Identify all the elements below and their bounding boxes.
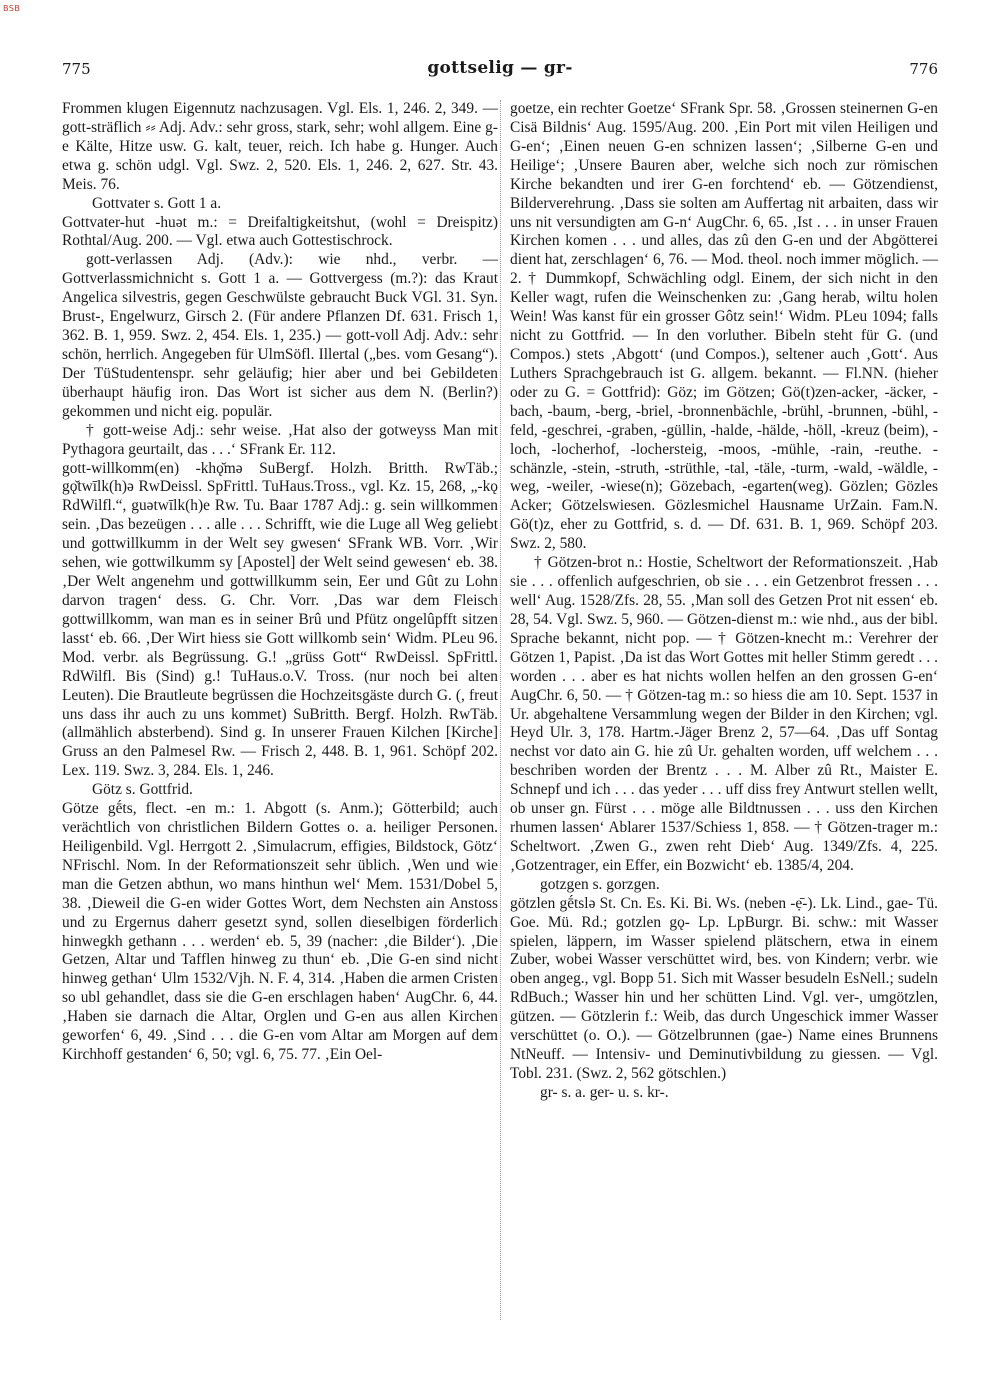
library-stamp: BSB xyxy=(3,4,21,13)
dictionary-entry: Götze gḗts, flect. -en m.: 1. Abgott (s. Anm.); Götterbild; auch verächtlich von christlichen Bildern Gottes o. a. heiliger Personen. Heiligenbild. Vgl. Herrgott 2. ‚Simulacrum, effigies, Bildstock, Götz‘ NFrischl. Nom. In der Reformationszeit sehr üblich. ‚Wen und wie man die Getzen abthun, wo mans hinthun wel‘ Mem. 1531/Dobel 5, 38. ‚Dieweil die G-en wider Gottes Wort, dem Nechsten ain Anstoss und zu Ergernus daherr gesetzt synd, sollen dieselbigen förderlich hinwegkh gethann . . . werden‘ eb. 5, 39 (nacher: ‚die Bilder‘). ‚Die Getzen, Altar und Tafflen hinweg zu thun‘ eb. ‚Die G-en sind nicht hinweg gethan‘ Ulm 1532/Vjh. N. F. 4, 314. ‚Haben die armen Cristen so ubl gehandlet, dass sie die G-en erschlagen haben‘ AugChr. 6, 44. ‚Haben sie darnach die Altar, Orglen und G-en aus allen Kirchen geworfen‘ 6, 49. ‚Sind . . . die G-en vom Altar am Morgen auf dem Kirchhoff gestanden‘ 6, 50; vgl. 6, 75. 77. ‚Ein Oel- xyxy=(62,800,498,1064)
page-number-left: 775 xyxy=(62,60,91,78)
dictionary-entry: gott-verlassen Adj. (Adv.): wie nhd., verbr. — Gottverlassmichnicht s. Gott 1 a. — Gottvergess (m.?): das Kraut Angelica silvestris, gegen Geschwülste gebraucht Buck VGl. 31. Syn. Brust-, Engelwurz, Girsch 2. (Für andere Pflanzen Df. 631. Frisch 1, 362. B. 1, 959. Swz. 2, 454. Els. 1, 235.) — gott-voll Adj. Adv.: sehr schön, herrlich. Angegeben für UlmSöfl. Illertal („bes. vom Gesang“). Der TüStudentenspr. sehr geläufig; hier aber und bei Gebildeten überhaupt häufig iron. Das Wort ist sicher aus dem N. (Berlin?) gekommen und nicht eig. populär. xyxy=(62,251,498,420)
dictionary-entry: gr- s. a. ger- u. s. kr-. xyxy=(540,1083,669,1101)
dictionary-entry: Götz s. Gottfrid. xyxy=(92,781,193,799)
dictionary-entry: Frommen klugen Eigennutz nachzusagen. Vgl. Els. 1, 246. 2, 349. — gott-sträflich ⸗⸗ Adj. Adv.: sehr gross, stark, sehr; wohl allgem. Eine g-e Kälte, Hitze usw. G. kalt, teuer, reich. Ich habe g. Hunger. Auch etwa g. schön udgl. Vgl. Swz. 2, 520. Els. 1, 246. 2, 627. Str. 43. Meis. 76. xyxy=(62,100,498,193)
page-number-right: 776 xyxy=(909,60,938,78)
left-column xyxy=(62,100,498,1065)
column-divider xyxy=(500,100,501,1320)
dictionary-entry: † Götzen-brot n.: Hostie, Scheltwort der Reformationszeit. ‚Hab sie . . . offenlich aufgeschrien, ob sie . . . ein Getzenbrot fressen . . . well‘ Aug. 1528/Zfs. 28, 55. ‚Man soll des Getzen Prot nit essen‘ eb. 28, 54. Vgl. Swz. 5, 960. — Götzen-dienst m.: wie nhd., aus der bibl. Sprache bekannt, nicht pop. — † Götzen-knecht m.: Verehrer der Götzen 1, Papist. ‚Da ist das Wort Gottes mit heller Stimm geredt . . . worden . . . aber es hat nichts wollen helfen an den grossen G-en‘ AugChr. 6, 50. — † Götzen-tag m.: so hiess die am 10. Sept. 1537 in Ur. abgehaltene Versammlung wegen der Bilder in den Kirchen; vgl. Heyd Ulr. 3, 178. Hartm.-Jäger Brenz 2, 57—64. ‚Das uff Sontag nechst vor dato ain G. hie zû Ur. gehalten worden, uff welchem . . . beschriben worden der Brentz . . . M. Alber zû Rt., Maister E. Schnepf und ich . . . das yeder . . . uff diss frey Antwurt stellen wellt, ob unser gn. Fürst . . . möge alle Bildtnussen . . . uss den Kirchen rhumen lassen‘ Ablarer 1537/Schiess 1, 858. — † Götzen-trager m.: Scheltwort. ‚Zwen G., zwen reht Dieb‘ Aug. 1349/Zfs. 4, 225. ‚Gotzentrager, ein Effer, ein Bozwicht‘ eb. 1385/4, 204. xyxy=(510,554,938,874)
dictionary-entry: Gottvater s. Gott 1 a. xyxy=(92,194,222,212)
page-header xyxy=(62,58,938,84)
dictionary-entry: gotzgen s. gorzgen. xyxy=(540,875,660,893)
dictionary-entry: † gott-weise Adj.: sehr weise. ‚Hat also der gotweyss Man mit Pythagora geurtailt, das . . .‘ SFrank Er. 112. xyxy=(62,421,498,458)
dictionary-entry: Gottvater-hut -huət m.: = Dreifaltigkeitshut, (wohl = Dreispitz) Rothtal/Aug. 200. — Vgl. etwa auch Gottestischrock. xyxy=(62,213,498,250)
running-head: gottselig — gr- xyxy=(427,58,573,78)
dictionary-entry: götzlen gḗtslə St. Cn. Es. Ki. Bi. Ws. (neben -ẹ̄-). Lk. Lind., gae- Tü. Goe. Mü. Rd.; gotzlen gǫ- Lp. LpBurgr. Bi. schw.: mit Wasser spielen, läppern, im Wasser spielend plätschern, etwa in einem Zuber, wobei Wasser verschüttet wird, bes. von Kindern; verbr. wie oben angeg., vgl. Bopp 51. Sich mit Wasser besudeln EsNell.; sudeln RdBuch.; Wasser hin und her schütten Lind. Vgl. ver-, umgötzlen, gützen. — Götzlerin f.: Weib, das durch Ungeschick immer Wasser verschüttet (o. O.). — Götzelbrunnen (gae-) Name eines Brunnens NtNeuff. — Intensiv- und Deminutivbildung zu giessen. — Vgl. Tobl. 231. (Swz. 2, 562 götschlen.) xyxy=(510,894,938,1083)
dictionary-entry: gott-willkomm(en) -khǫ̆mə SuBergf. Holzh. Britth. RwTäb.; gǫ̆twīlk(h)ə RwDeissl. SpFrittl. TuHaus.Tross., vgl. Kz. 15, 268, „-kǫ RdWilfl.“, guətwīlk(h)e Rw. Tu. Baar 1787 Adj.: g. sein willkommen sein. ‚Das bezeügen . . . alle . . . Schrifft, wie die Luge all Weg geliebt und gottwillkumm in der Welt sey gwesen‘ SFrank WB. Vorr. ‚Wir sehen, wie gottwilkumm sy [Apostel] der Welt seind gewesen‘ eb. 38. ‚Der Welt angenehm und gottwillkumm sein, Eer und Gût zu Lohn darvon tragen‘ dess. G. Chr. Vorr. ‚Das war dem Fleisch gottwillkomm, wan man es in seiner Brû und Pfütz ongelûpfft sitzen lasst‘ eb. 66. ‚Der Wirt hiess sie Gott willkomb sein‘ Widm. PLeu 96. Mod. verbr. als Begrüssung. G.! „grüss Gott“ RwDeissl. SpFrittl. RdWilfl. Bis (Sind) g.! TuHaus.o.V. Tross. (nur noch bei alten Leuten). Die Brautleute begrüssen die Hochzeitsgäste durch G. (, freut uns dass ihr auch zu uns kommet) SuBritth. Bergf. Holzh. RwTäb. (allmählich absterbend). Sind g. In unserer Frauen Kilchen [Kirche] Gruss an den Palmesel Rw. — Frisch 2, 448. B. 1, 961. Schöpf 202. Lex. 119. Swz. 3, 284. Els. 1, 246. xyxy=(62,459,498,780)
dictionary-entry: goetze, ein rechter Goetze‘ SFrank Spr. 58. ‚Grossen steinernen G-en Cisä Bildnis‘ Aug. 1595/Aug. 200. ‚Ein Port mit vilen Heiligen und G-en‘; ‚Einen neuen G-en schnizen lassen‘; ‚Silberne G-en und Heilige‘; ‚Unsere Bauren aber, welche sich noch zur römischen Kirche bekandten und irer G-en forchtend‘ eb. — Götzendienst, Bilderverehrung. ‚Dass sie solten am Auffertag nit arbaiten, dass wir uns nit versundigten am G-n‘ AugChr. 6, 65. ‚Ist . . . in unser Frauen Kirchen komen . . . und alles, das zû den G-en und der Abgötterei dient hat, zerschlagen‘ 6, 76. — Mod. theol. noch immer möglich. — 2. † Dummkopf, Schwächling odgl. Einem, der sich nicht in den Keller wagt, rufen die Weinschenken zu: ‚Gang herab, wiltu holen Wein! Was kanst für ein grosser Gôtz sein!‘ Widm. PLeu 1094; falls nicht zu Gottfrid. — In den vorluther. Bibeln steht für G. (und Compos.) stets ‚Abgott‘ (und Compos.), seltener auch ‚Gott‘. Aus Luthers Sprachgebrauch ist G. allgem. bekannt. — Fl.NN. (hieher oder zu G. = Gottfrid): Göz; im Götzen; Gö(t)zen-acker, -äcker, -bach, -baum, -berg, -briel, -bronnenbächle, -brühl, -brunnen, -bühl, -feld, -geschrei, -graben, -güllin, -halde, -hälde, -höll, -kreuz (beim), -loch, -locherhof, -lochersteig, -moos, -mühle, -rain, -reuthe. -schänzle, -stein, -struth, -strüthle, -tal, -täle, -turm, -wald, -wäldle, -weg, -weiler, -wiese(n); Gözebach, -egarten(weg). Gözlen; Gözles Acker; Götzelswiesen. Gözlesmichel Hausname UrZain. Fam.N. Gö(t)z, eher zu Gottfrid, s. d. — Df. 631. B. 1, 969. Schöpf 203. Swz. 2, 580. xyxy=(510,100,938,553)
right-column xyxy=(510,100,938,1103)
